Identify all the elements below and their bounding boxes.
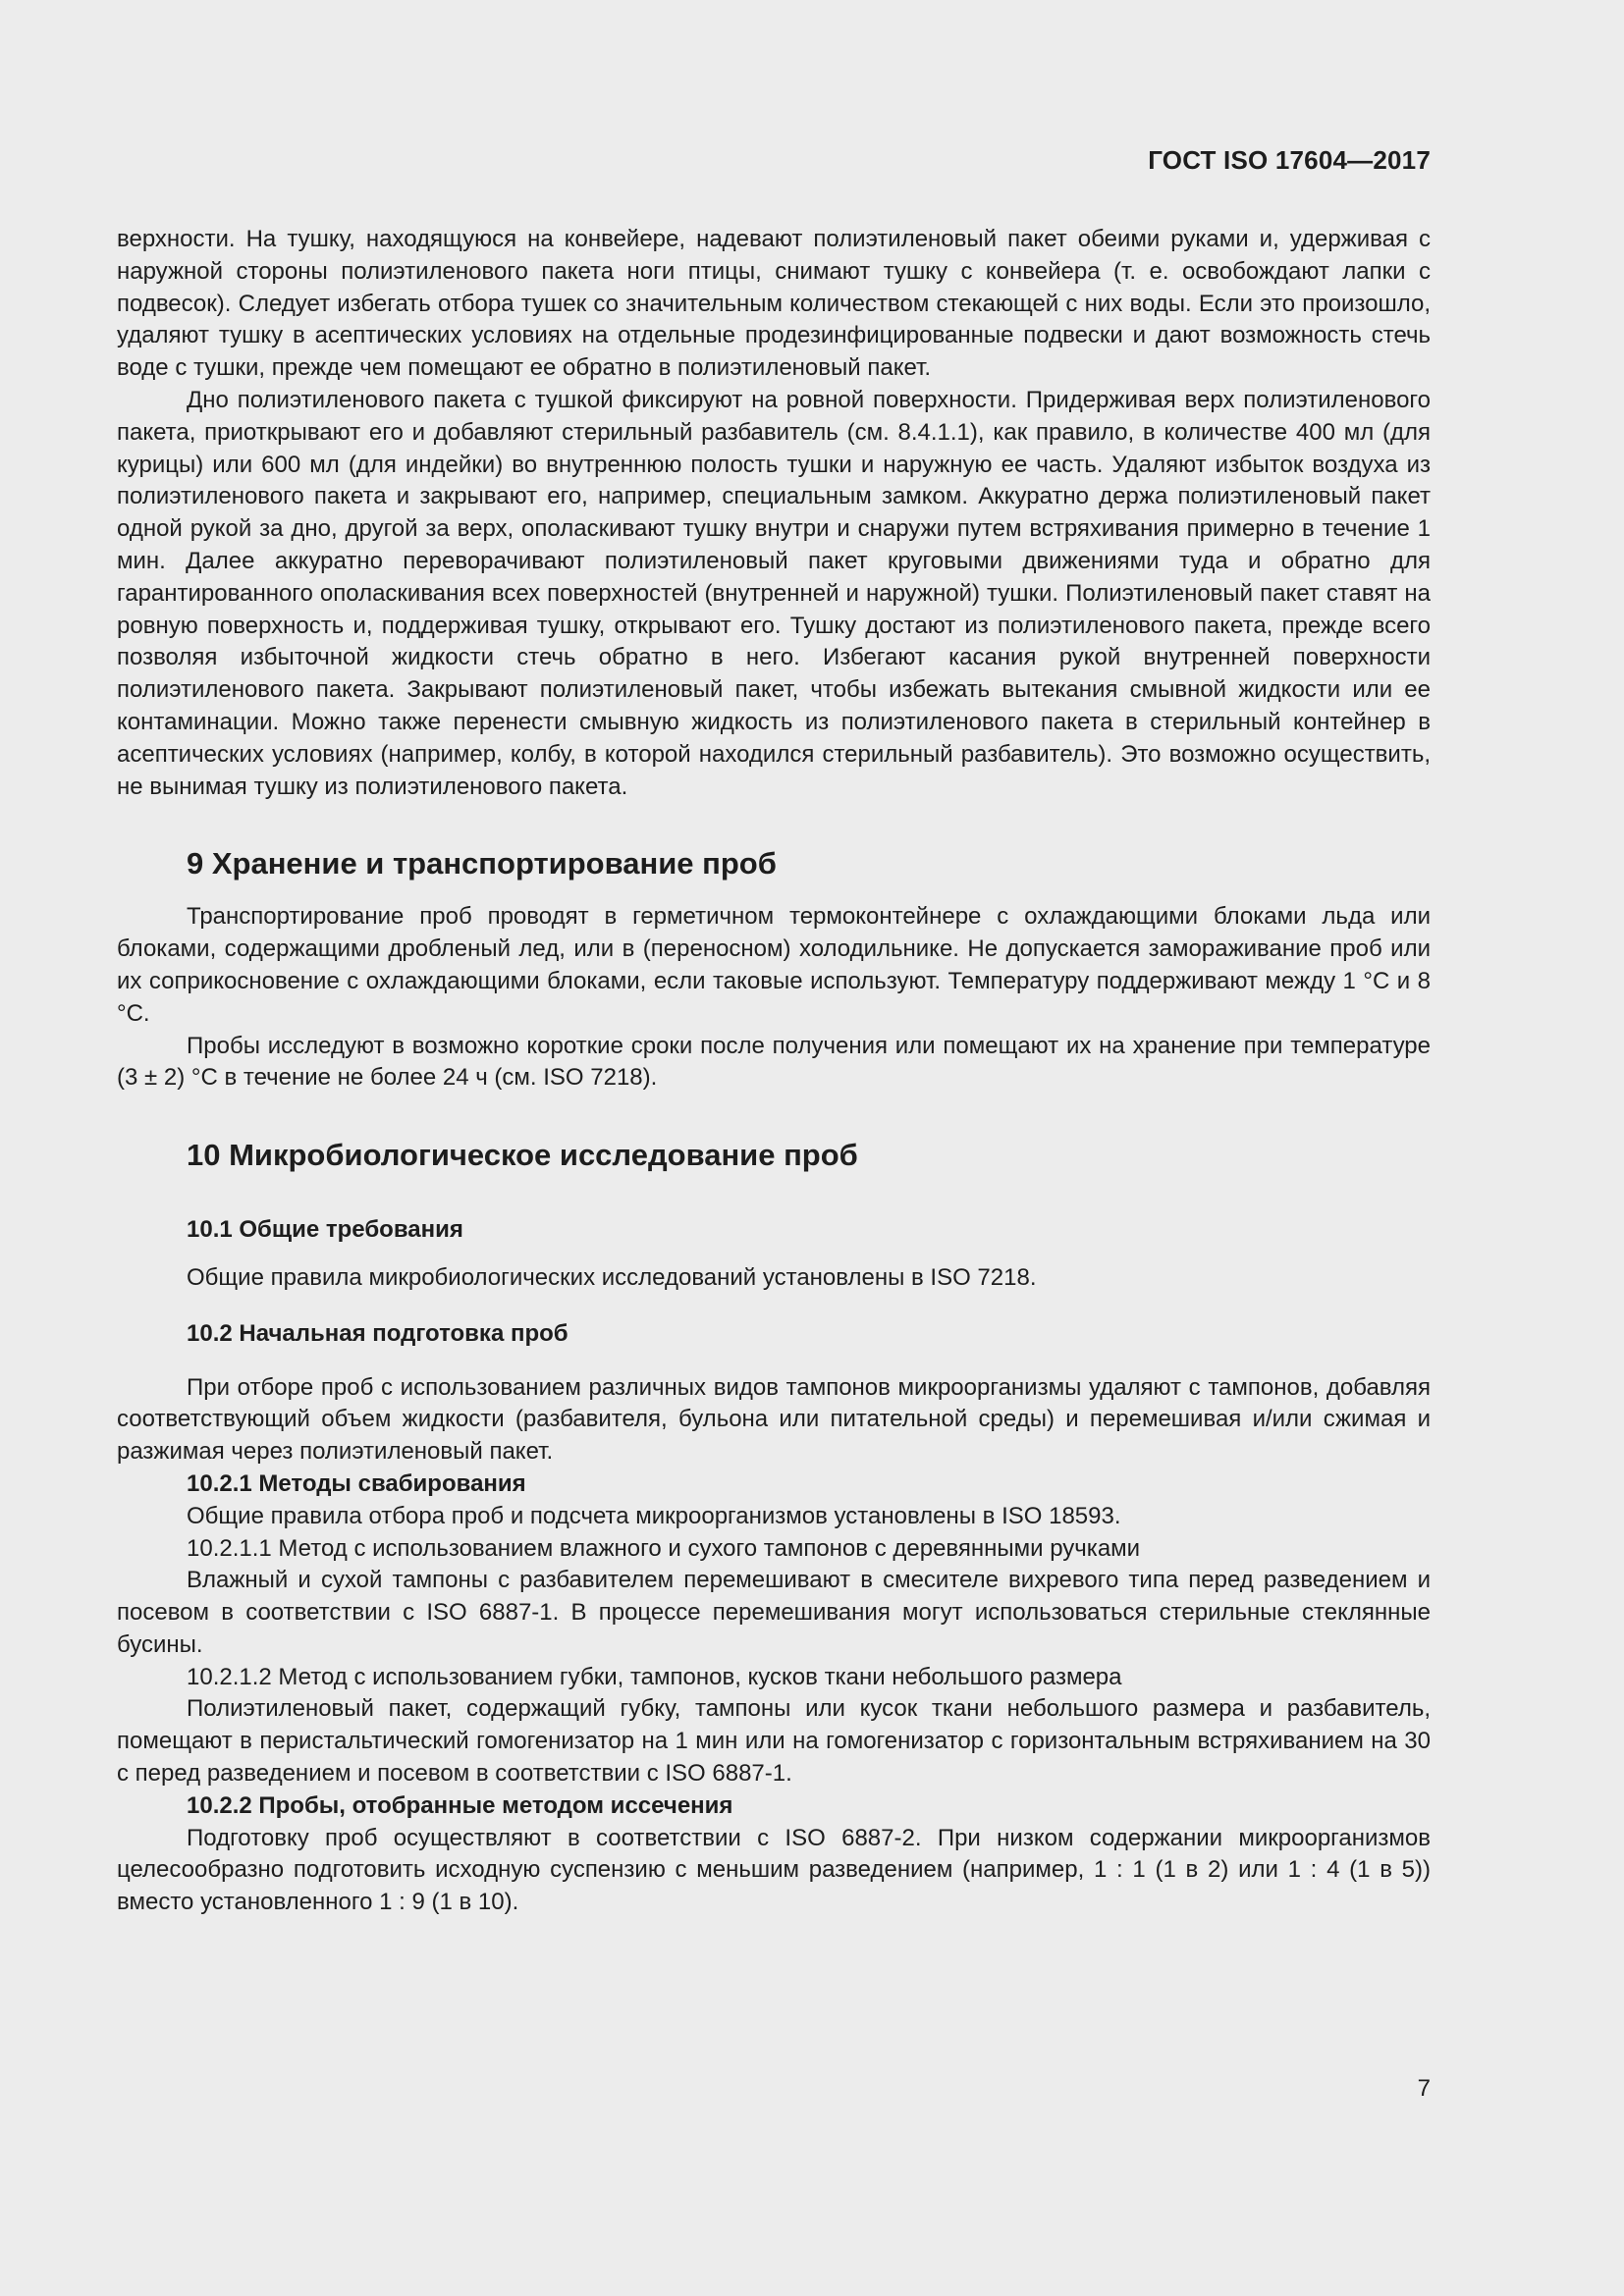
section-9-heading: 9 Хранение и транспортирование проб — [187, 846, 777, 881]
page-number: 7 — [1417, 2075, 1431, 2102]
paragraph-general-rules: Общие правила микробиологических исследований установлены в ISO 7218. — [187, 1263, 1037, 1291]
paragraph-wet-dry-swabs: Влажный и сухой тампоны с разбавителем перемешивают в смесителе вихревого типа перед разведением и посевом в соответствии с ISO 6887-1. В процессе перемешивания могут использоваться стерильные стеклянные бусины. — [117, 1567, 1431, 1658]
section-10-2-heading: 10.2 Начальная подготовка проб — [187, 1319, 568, 1347]
section-10-2-1-heading: 10.2.1 Методы свабирования — [187, 1469, 526, 1497]
paragraph-10-2-1-1-title: 10.2.1.1 Метод с использованием влажного и сухого тампонов с деревянными ручками — [187, 1534, 1141, 1562]
page-body — [117, 224, 1431, 1919]
paragraph-carcass-rinsing: Дно полиэтиленового пакета с тушкой фиксируют на ровной поверхности. Придерживая верх полиэтиленового пакета, приоткрывают его и добавляют стерильный разбавитель (см. 8.4.1.1), как правило, в количестве 400 мл (для курицы) или 600 мл (для индейки) во внутреннюю полость тушки и наружную ее часть. Удаляют избыток воздуха из полиэтиленового пакета и закрывают его, например, специальным замком. Аккуратно держа полиэтиленовый пакет одной рукой за дно, другой за верх, ополаскивают тушку внутри и снаружи путем встряхивания примерно в течение 1 мин. Далее аккуратно переворачивают полиэтиленовый пакет круговыми движениями туда и обратно для гарантированного ополаскивания всех поверхностей (внутренней и наружной) тушки. Полиэтиленовый пакет ставят на ровную поверхность и, поддерживая тушку, открывают его. Тушку достают из полиэтиленового пакета, прежде всего позволяя избыточной жидкости стечь обратно в него. Избегают касания рукой внутренней поверхности полиэтиленового пакета. Закрывают полиэтиленовый пакет, чтобы избежать вытекания смывной жидкости или ее контаминации. Можно также перенести смывную жидкость из полиэтиленового пакета в стерильный контейнер в асептических условиях (например, колбу, в которой находился стерильный разбавитель). Это возможно осуществить, не вынимая тушку из полиэтиленового пакета. — [117, 386, 1431, 800]
section-10-heading: 10 Микробиологическое исследование проб — [187, 1138, 858, 1173]
paragraph-sponge-method: Полиэтиленовый пакет, содержащий губку, тампоны или кусок ткани небольшого размера и разбавитель, помещают в перистальтический гомогенизатор на 1 мин или на гомогенизатор с горизонтальным встряхиванием на 30 с перед разведением и посевом в соответствии с ISO 6887-1. — [117, 1695, 1431, 1788]
paragraph-swabbing-rules: Общие правила отбора проб и подсчета микроорганизмов установлены в ISO 18593. — [187, 1502, 1121, 1529]
section-10-1-heading: 10.1 Общие требования — [187, 1216, 463, 1244]
document-code-header: ГОСТ ISO 17604—2017 — [1148, 145, 1431, 175]
section-10-2-2-heading: 10.2.2 Пробы, отобранные методом иссечения — [187, 1791, 733, 1819]
paragraph-swab-removal: При отборе проб с использованием различных видов тампонов микроорганизмы удаляют с тампонов, добавляя соответствующий объем жидкости (разбавителя, бульона или питательной среды) и перемешивая и/или сжимая и разжимая через полиэтиленовый пакет. — [117, 1373, 1431, 1466]
paragraph-sample-transport: Транспортирование проб проводят в герметичном термоконтейнере с охлаждающими блоками льда или блоками, содержащими дробленый лед, или в (переносном) холодильнике. Не допускается замораживание проб или их соприкосновение с охлаждающими блоками, если таковые используют. Температуру поддерживают между 1 °С и 8 °С. — [117, 903, 1431, 1027]
paragraph-10-2-1-2-title: 10.2.1.2 Метод с использованием губки, тампонов, кусков ткани небольшого размера — [187, 1663, 1122, 1690]
paragraph-sample-storage: Пробы исследуют в возможно короткие сроки после получения или помещают их на хранение при температуре (3 ± 2) °С в течение не более 24 ч (см. ISO 7218). — [117, 1032, 1431, 1092]
paragraph-excision-samples: Подготовку проб осуществляют в соответствии с ISO 6887-2. При низком содержании микроорганизмов целесообразно подготовить исходную суспензию с меньшим разведением (например, 1 : 1 (1 в 2) или 1 : 4 (1 в 5)) вместо установленного 1 : 9 (1 в 10). — [117, 1824, 1431, 1916]
paragraph-carcass-bagging: верхности. На тушку, находящуюся на конвейере, надевают полиэтиленовый пакет обеими руками и, удерживая с наружной стороны полиэтиленового пакета ноги птицы, снимают тушку с конвейера (т. е. освобождают лапки с подвесок). Следует избегать отбора тушек со значительным количеством стекающей с них воды. Если это произошло, удаляют тушку в асептических условиях на отдельные продезинфицированные подвески и дают возможность стечь воде с тушки, прежде чем помещают ее обратно в полиэтиленовый пакет. — [117, 226, 1431, 382]
